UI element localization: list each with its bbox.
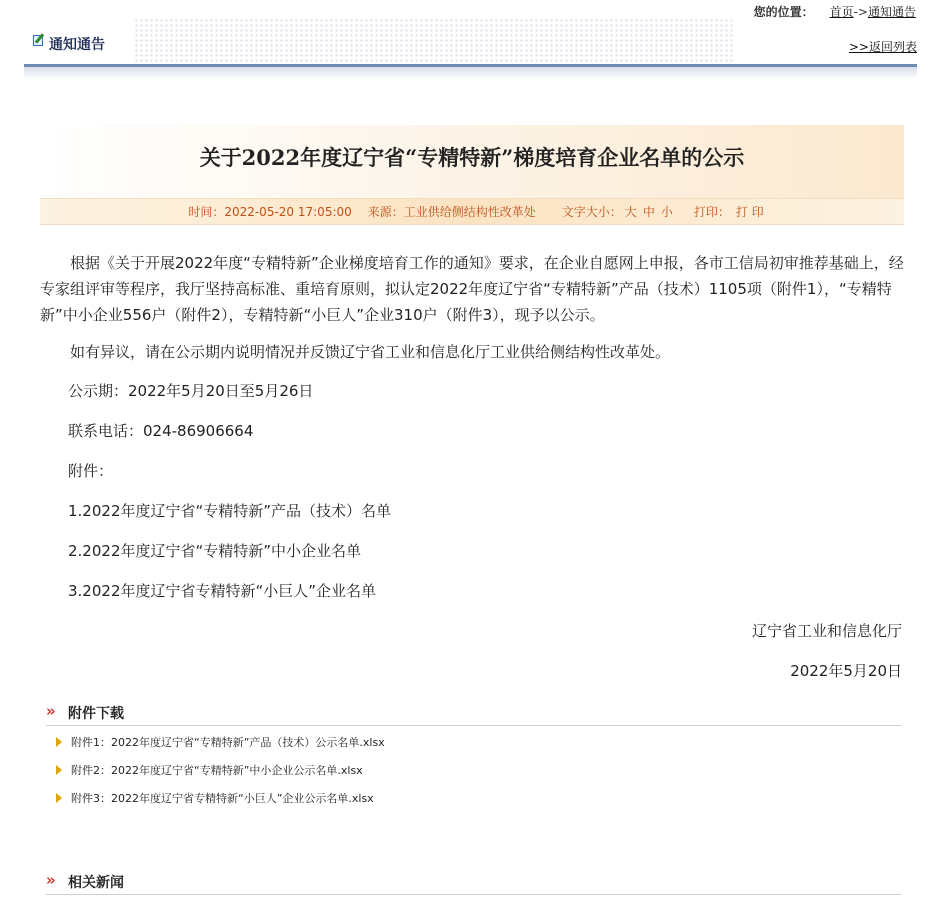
attachments-label: 附件：: [68, 462, 114, 480]
download-item-3[interactable]: [56, 790, 374, 806]
attachment-line-3: 3.2022年度辽宁省专精特新“小巨人”企业名单: [68, 582, 377, 600]
header-shadow: [24, 67, 917, 79]
breadcrumb-separator: ->: [853, 5, 868, 19]
breadcrumb-home-link[interactable]: 首页: [829, 5, 854, 19]
print-button[interactable]: 打 印: [735, 205, 764, 219]
back-to-list-link[interactable]: >>返回列表: [848, 40, 917, 54]
article-meta-bar: [40, 198, 904, 225]
breadcrumb-current-link[interactable]: 通知通告: [867, 5, 916, 19]
section-header: [24, 18, 917, 78]
double-chevron-icon: »: [46, 702, 53, 720]
article-source: 来源：工业供给侧结构性改革处: [367, 205, 536, 219]
contact-phone: 联系电话：024-86906664: [68, 422, 254, 440]
downloads-title: 附件下载: [68, 706, 124, 722]
download-link-2[interactable]: 附件2：2022年度辽宁省“专精特新”中小企业公示名单.xlsx: [71, 764, 363, 777]
attachment-line-1: 1.2022年度辽宁省“专精特新”产品（技术）名单: [68, 502, 392, 520]
download-link-3[interactable]: 附件3：2022年度辽宁省专精特新“小巨人”企业公示名单.xlsx: [71, 792, 374, 805]
section-title: [32, 34, 105, 54]
font-size-label: 文字大小：: [561, 205, 622, 219]
print-label: 打印：: [693, 205, 730, 219]
breadcrumb-label: 您的位置：: [753, 5, 814, 19]
article-body: [40, 250, 904, 680]
download-item-2[interactable]: [56, 762, 363, 778]
article-paragraph-2: 如有异议，请在公示期内说明情况并反馈辽宁省工业和信息化厅工业供给侧结构性改革处。: [70, 343, 671, 361]
note-edit-icon: [32, 33, 46, 47]
font-size-small-button[interactable]: 小: [660, 205, 673, 219]
article-paragraph-1: 根据《关于开展2022年度“专精特新”企业梯度培育工作的通知》要求，在企业自愿网上申报，各市工信局初审推荐基础上，经专家组评审等程序，我厅坚持高标准、重培育原则，拟认定2022年度辽宁省“专精特新”产品（技术）1105项（附件1），“专精特新”中小企业556户（附件2），专精特新“小巨人”企业310户（附件3），现予以公示。: [40, 254, 904, 324]
download-item-1[interactable]: [56, 734, 385, 750]
section-title-text: 通知通告: [49, 37, 105, 53]
double-chevron-icon: »: [46, 871, 53, 889]
triangle-bullet-icon: [56, 793, 62, 803]
related-news-title: 相关新闻: [68, 875, 124, 891]
related-news-section-header: [46, 869, 901, 895]
issue-date: 2022年5月20日: [790, 662, 902, 680]
triangle-bullet-icon: [56, 765, 62, 775]
downloads-section-header: [46, 700, 901, 726]
publicity-period: 公示期：2022年5月20日至5月26日: [68, 382, 314, 400]
publish-time: 时间：2022-05-20 17:05:00: [188, 205, 352, 219]
header-decoration: [134, 18, 734, 62]
issuer: 辽宁省工业和信息化厅: [751, 622, 902, 640]
font-size-medium-button[interactable]: 中: [642, 205, 655, 219]
triangle-bullet-icon: [56, 737, 62, 747]
download-link-1[interactable]: 附件1：2022年度辽宁省“专精特新”产品（技术）公示名单.xlsx: [71, 736, 385, 749]
article-title: 关于2022年度辽宁省“专精特新”梯度培育企业名单的公示: [199, 145, 745, 170]
font-size-large-button[interactable]: 大: [624, 205, 637, 219]
attachment-line-2: 2.2022年度辽宁省“专精特新”中小企业名单: [68, 542, 362, 560]
